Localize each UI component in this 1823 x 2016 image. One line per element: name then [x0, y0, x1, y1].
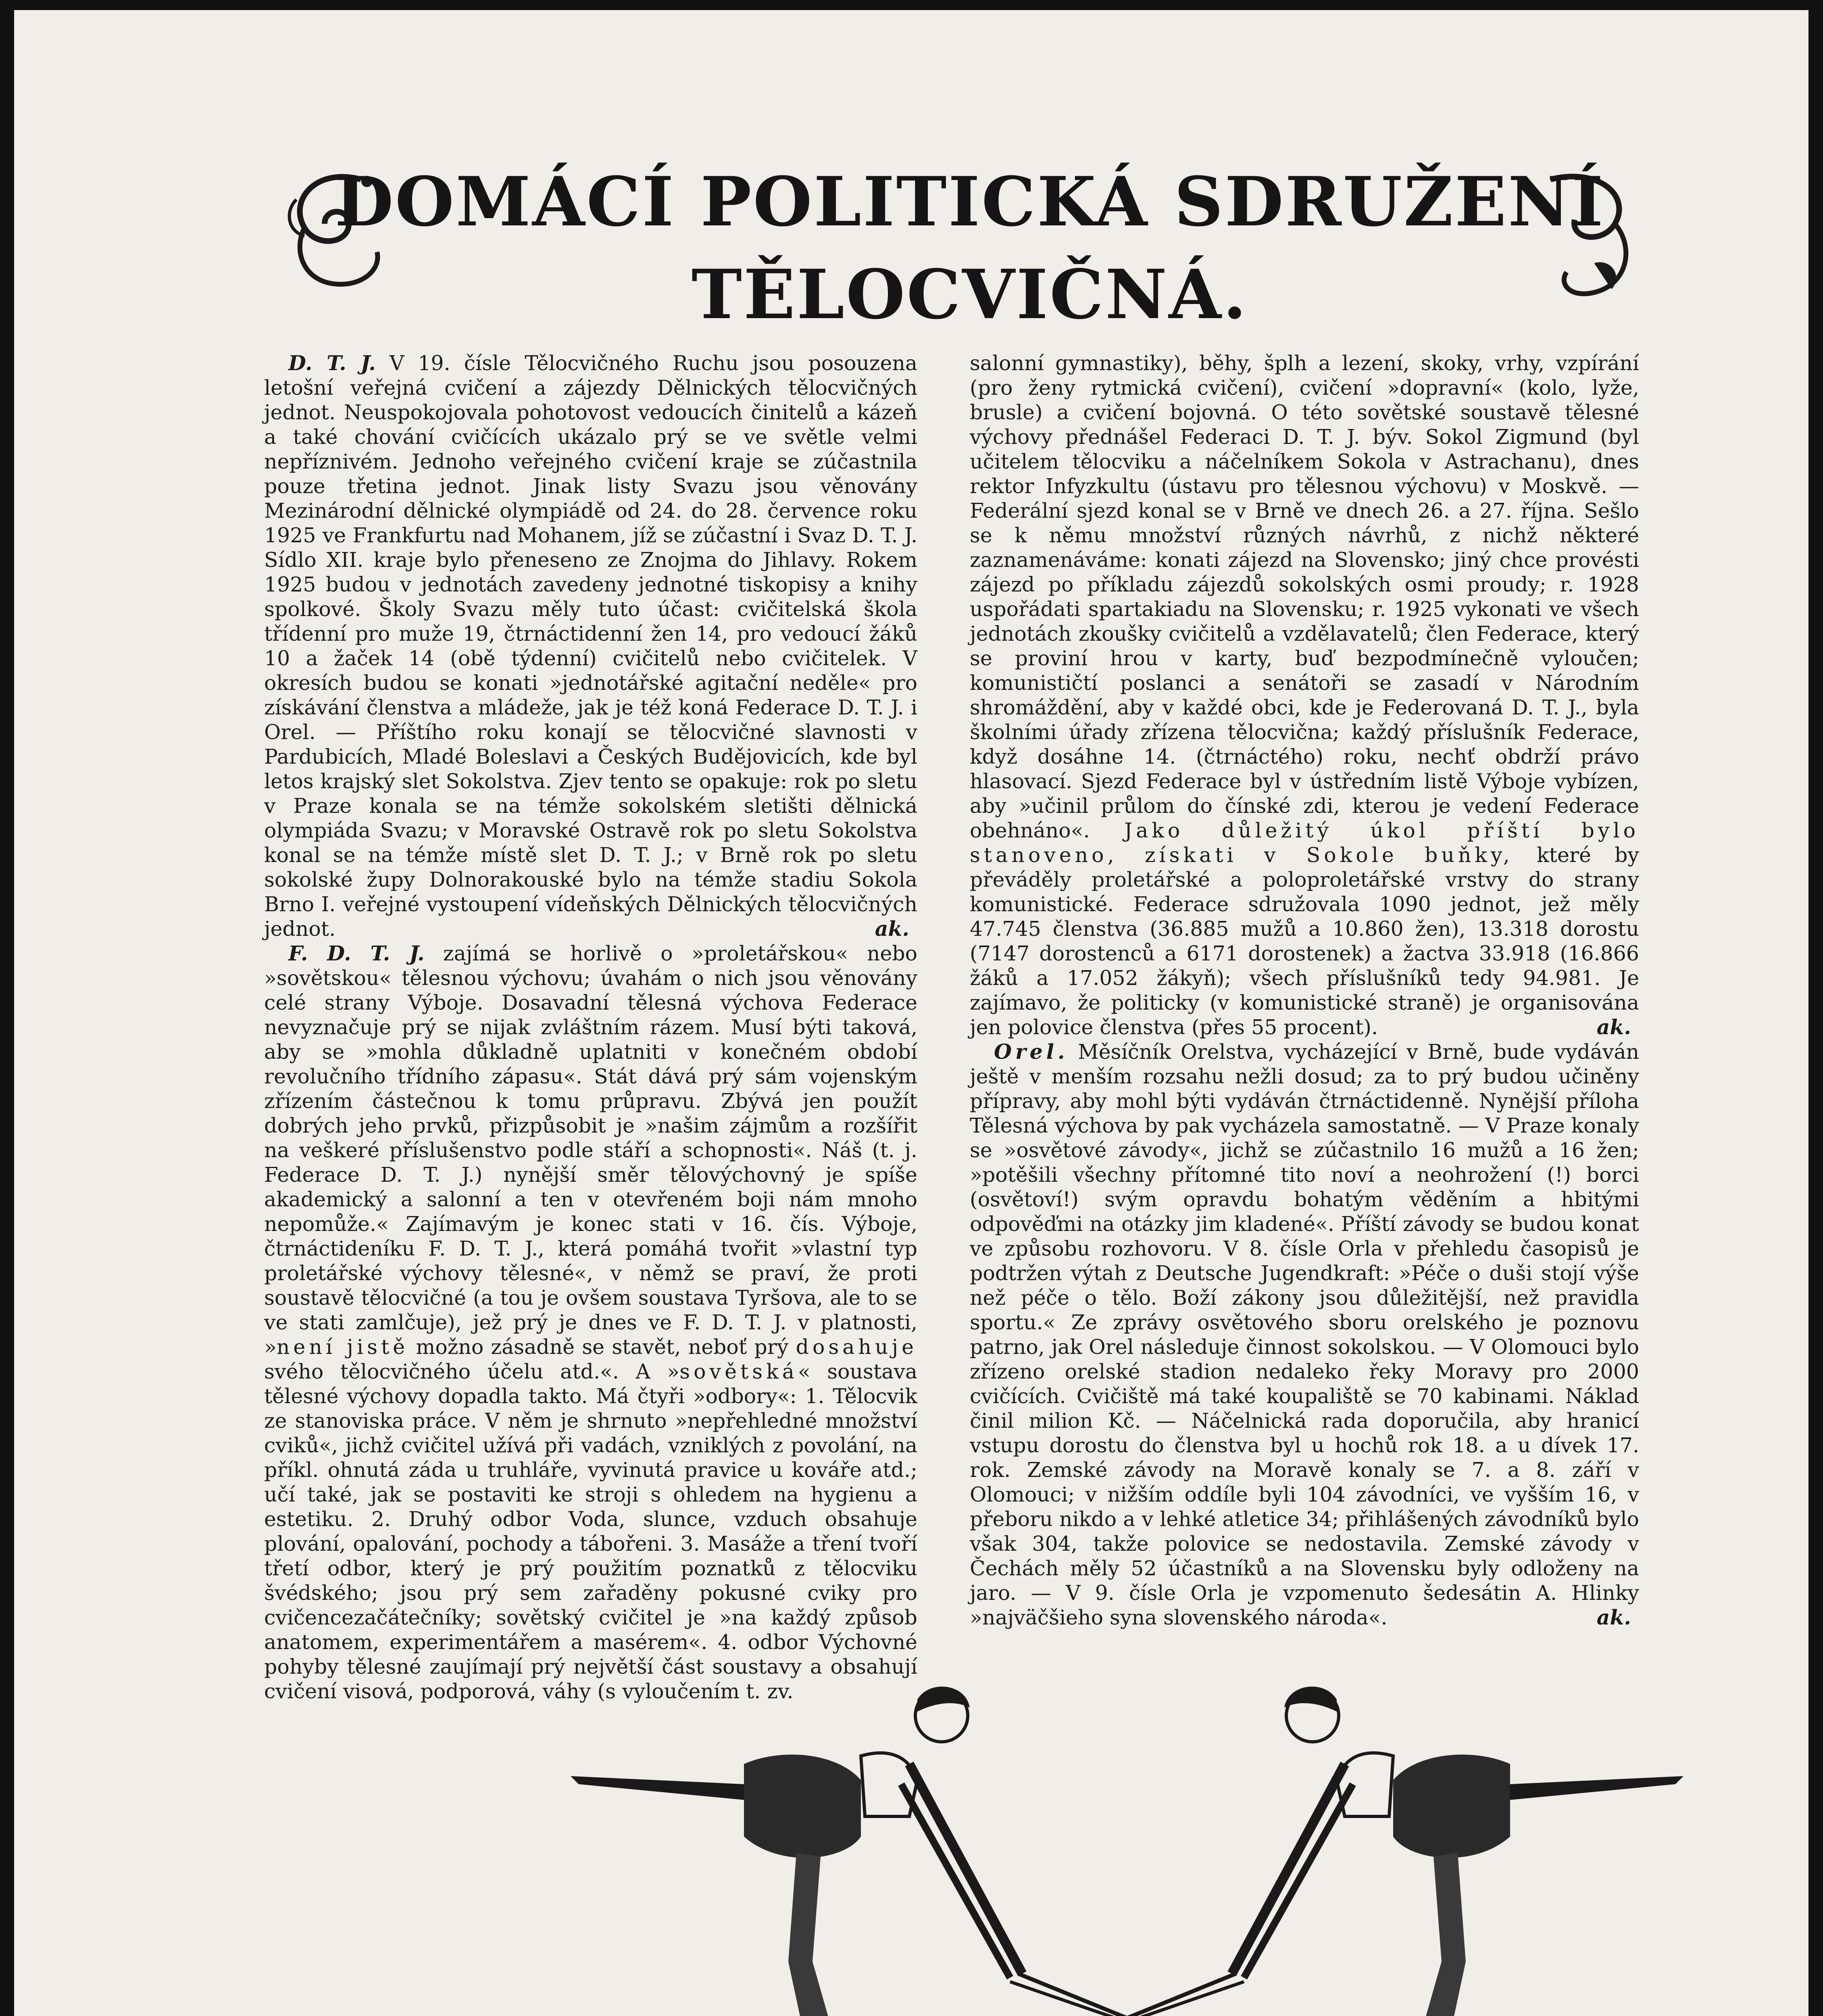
right-column: [970, 351, 1639, 1630]
author-signature: ak.: [1596, 1606, 1631, 1629]
paragraph-text: « soustava tělesné výchovy dopadla takto. Má čtyři »odbory«: 1. Tělocvik ze stanoviska práce. V něm je shrnuto »nepřehledné množství cviků«, jichž cvičitel užívá při vadách, vzniklých z povolání, na příkl. ohnutá záda u truhláře, vyvinutá pravice u kováře atd.; učí také, jak se postaviti ke stroji s ohledem na hygienu a estetiku. 2. Druhý odbor Voda, slunce, vzduch obsahuje plování, opalování, pochody a tábořeni. 3. Masáže a tření tvoří třetí odbor, který je prý použitím poznatků z tělocviku švédského; jsou prý sem zařaděny pokusné cviky pro cvičencezačátečníky; sovětský cvičitel je »na každý způsob anatomem, experimentářem a masérem«. 4. odbor Výchovné pohyby tělesné zaujímají prý největší část soustavy a obsahují cvičení visová, podporová, váhy (s vyloučením t. zv.: [264, 1360, 918, 1703]
right-gymnast: [1232, 1687, 1683, 2016]
spaced-emphasis: Jako důležitý úkol příští bylo stanoveno, získati v Sokole buňky,: [970, 818, 1640, 867]
paragraph-text: V 19. čísle Tělocvičného Ruchu jsou posouzena letošní veřejná cvičení a zájezdy Dělnických tělocvičných jednot. Neuspokojovala pohotovost vedoucích činitelů a kázeň a také chování cvičících ukázalo prý se ve světle velmi nepříznivém. Jednoho veřejného cvičení kraje se zúčastnila pouze třetina jednot. Jinak listy Svazu jsou věnovány Mezinárodní dělnické olympiádě od 24. do 28. července roku 1925 ve Frankfurtu nad Mohanem, jíž se zúčastní i Svaz D. T. J. Sídlo XII. kraje bylo přeneseno ze Znojma do Jihlavy. Rokem 1925 budou v jednotách zavedeny jednotné tiskopisy a knihy spolkové. Školy Svazu měly tuto účast: cvičitelská škola třídenní pro muže 19, čtrnáctidenní žen 14, pro vedoucí žáků 10 a žaček 14 (obě týdenní) cvičitelů nebo cvičitelek. V okresích budou se konati »jednotářské agitační neděle« pro získávání členstva a mládeže, jak je též koná Federace D. T. J. i Orel. — Příštího roku konají se tělocvičné slavnosti v Pardubicích, Mladé Boleslavi a Českých Budějovicích, kde byl letos krajský slet Sokolstva. Zjev tento se opakuje: rok po sletu v Praze konala se na témže sokolském sletišti dělnická olympiáda Svazu; v Moravské Ostravě rok po sletu Sokolstva konal se na témže místě slet D. T. J.; v Brně rok po sletu sokolské župy Dolnorakouské bylo na témže stadiu Sokola Brno I. veřejné vystoupení vídeňských Dělnických tělocvičných jednot.: [264, 351, 917, 941]
title-line-2: TĚLOCVIČNÁ.: [691, 254, 1248, 334]
paragraph-dtj: [264, 351, 917, 941]
paragraph-lead: Orel.: [994, 1040, 1069, 1064]
paragraph-text: Měsíčník Orelstva, vycházející v Brně, bude vydáván ještě v menším rozsahu nežli dosud; za to prý budou učiněny přípravy, aby mohl býti vydáván čtrnáctidenně. Nynější příloha Tělesná výchova by pak vycházela samostatně. — V Praze konaly se »osvětové závody«, jichž se zúčastnilo 16 mužů a 16 žen; »potěšili všechny přítomné tito noví a neohrožení (!) borci (osvětoví!) svým opravdu bohatým věděním a hbitými odpověďmi na otázky jim kladené«. Příští závody se budou konat ve způsobu rozhovoru. V 8. čísle Orla v přehledu časopisů je podtržen výtah z Deutsche Jugendkraft: »Péče o duši stojí výše než péče o tělo. Boží zákony jsou důležitější, než pravidla sportu.« Ze zprávy osvětového sboru orelského je poznovu patrno, jak Orel následuje činnost sokolskou. — V Olomouci bylo zřízeno orelské stadion nedaleko řeky Moravy pro 2000 cvičících. Cvičiště má také koupaliště se 70 kabinami. Náklad činil milion Kč. — Náčelnická rada doporučila, aby hranicí vstupu dorostu do členstva byl u hochů rok 18. a u dívek 17. rok. Zemské závody na Moravě konaly se 7. a 8. září v Olomouci; v nižším oddíle byli 104 závodníci, ve vyšším 16, v přeboru nikdo a v lehké atletice 34; přihlášených závodníků bylo však 304, takže polovice se nedostavila. Zemské závody v Čechách měly 52 účastníků a na Slovensku byly odloženy na jaro. — V 9. čísle Orla je vzpomenuto šedesátin A. Hlinky »najväčšieho syna slovenského národa«.: [970, 1040, 1639, 1629]
spaced-emphasis: dosahuje: [796, 1335, 917, 1359]
paragraph-fdtj: [264, 941, 917, 1704]
spaced-emphasis: není jistě: [276, 1335, 409, 1359]
page: [14, 10, 1808, 2016]
spaced-emphasis: sovětská: [679, 1360, 798, 1383]
paragraph-text: zajímá se horlivě o »proletářskou« nebo »sovětskou« tělesnou výchovu; úvahám o nich jsou věnovány celé strany Výboje. Dosavadní tělesná výchova Federace nevyznačuje prý se nijak zvláštním rázem. Musí býti taková, aby se »mohla důkladně uplatniti v konečném období revolučního třídního zápasu«. Stát dává prý sám vojenským zřízením částečnou k tomu průpravu. Zbývá jen použít dobrých jeho prvků, přizpůsobit je »našim zájmům a rozšířit na veškeré příslušenstvo podle stáří a schopnosti«. Náš (t. j. Federace D. T. J.) nynější směr tělovýchovný je spíše akademický a salonní a ten v otevřeném boji nám mnoho nepomůže.« Zajímavým je konec stati v 16. čís. Výboje, čtrnáctideníku F. D. T. J., která pomáhá tvořit »vlastní typ proletářské výchovy tělesné«, v němž se praví, že proti soustavě tělocvičné (a tou je ovšem soustava Tyršova, ale to se ve stati zamlčuje), jež prý je dnes ve F. D. T. J. v platnosti, »: [264, 941, 917, 1359]
paragraph-text: svého tělocvičného účelu atd.«. A »: [264, 1360, 680, 1383]
paragraph-text: které by převáděly proletářské a poloproletářské vrstvy do strany komunistické. Federace sdružovala 1090 jednot, jež měly 47.745 členstva (36.885 mužů a 10.860 žen), 13.318 dorostu (7147 dorostenců a 6171 dorostenek) a žactva 33.918 (16.866 žáků a 17.052 žákyň); všech příslušníků tedy 94.981. Je zajímavo, že politicky (v komunistické straně) je organisována jen polovice členstva (přes 55 procent).: [970, 843, 1639, 1039]
paragraph-lead: F. D. T. J.: [288, 941, 425, 965]
title-line-1: DOMÁCÍ POLITICKÁ SDRUŽENÍ: [335, 162, 1605, 242]
paragraph-fdtj-continued: [970, 351, 1639, 1039]
left-gymnast: [571, 1687, 1022, 2016]
paragraph-text: možno zásadně se stavět, neboť prý: [408, 1335, 796, 1359]
left-column: [264, 351, 917, 1704]
paragraph-orel: [970, 1039, 1639, 1630]
gymnasts-illustration: [554, 1683, 1700, 2016]
paragraph-lead: D. T. J.: [288, 351, 376, 375]
author-signature: ak.: [875, 917, 909, 941]
author-signature: ak.: [1596, 1015, 1631, 1039]
page-title: [272, 155, 1667, 349]
paragraph-text: salonní gymnastiky), běhy, šplh a lezení, skoky, vrhy, vzpírání (pro ženy rytmická cvičení), cvičení »dopravní« (kolo, lyže, brusle) a cvičení bojovná. O této sovětské soustavě tělesné výchovy přednášel Federaci D. T. J. býv. Sokol Zigmund (byl učitelem tělocviku a náčelníkem Sokola v Astrachanu), dnes rektor Infyzkultu (ústavu pro tělesnou výchovu) v Moskvě. — Federální sjezd konal se v Brně ve dnech 26. a 27. října. Sešlo se k němu množství různých návrhů, z nichž některé zaznamenáváme: konati zájezd na Slovensko; jiný chce provésti zájezd po příkladu zájezdů sokolských osmi proudy; r. 1928 uspořádati spartakiadu na Slovensku; r. 1925 vykonati ve všech jednotách zkoušky cvičitelů a vzdělavatelů; člen Federace, který se proviní hrou v karty, buď bezpodmínečně vyloučen; komunističtí poslanci a senátoři se zasadí v Národním shromáždění, aby v každé obci, kde je Federovaná D. T. J., byla školními úřady zřízena tělocvična; každý příslušník Federace, když dosáhne 14. (čtrnáctého) roku, nechť obdrží právo hlasovací. Sjezd Federace byl v ústředním listě Výboje vybízen, aby »učinil průlom do čínské zdi, kterou je vedení Federace obehnáno«.: [970, 351, 1639, 842]
